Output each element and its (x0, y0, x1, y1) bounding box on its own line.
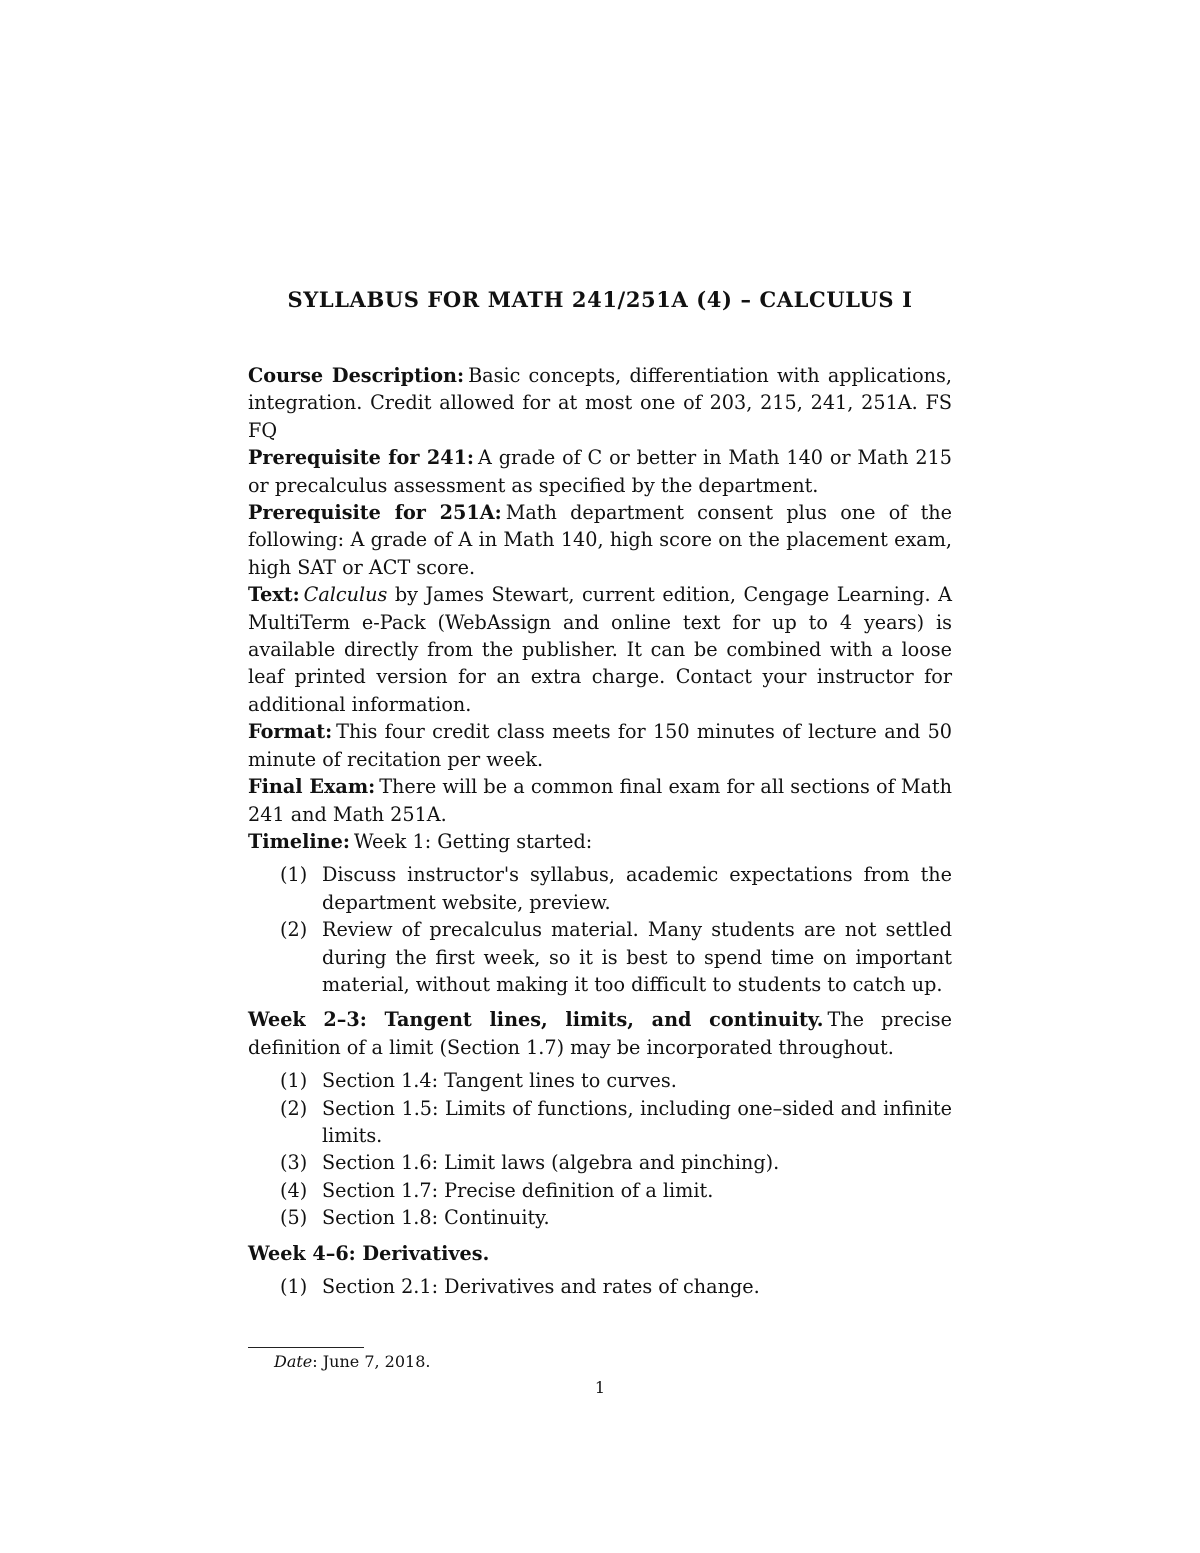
week-4-6-heading: Week 4–6: Derivatives. (248, 1241, 490, 1265)
list-item (248, 1204, 952, 1231)
list-item-number: (2) (280, 918, 308, 942)
prerequisite-251a (248, 499, 952, 581)
textbook-label: Text: (248, 583, 300, 607)
prerequisite-241 (248, 444, 952, 499)
format-text: This four credit class meets for 150 minutes of lecture and 50 minute of recitation per week. (248, 720, 952, 771)
final-exam-label: Final Exam: (248, 775, 376, 799)
list-item (248, 1149, 952, 1176)
textbook-text: by James Stewart, current edition, Cengage Learning. A MultiTerm e-Pack (WebAssign and online text for up to 4 years) is available directly from the publisher. It can be combined with a loose leaf printed version for an extra charge. Contact your instructor for additional information. (248, 583, 952, 716)
format-label: Format: (248, 720, 333, 744)
list-item-number: (5) (280, 1206, 308, 1230)
week-2-3-list (248, 1067, 952, 1231)
list-item-number: (1) (280, 863, 308, 887)
list-item (248, 916, 952, 998)
list-item-number: (4) (280, 1178, 308, 1202)
week-2-3-heading: Week 2–3: Tangent lines, limits, and continuity. (248, 1008, 824, 1032)
syllabus-body (248, 362, 952, 1300)
list-item (248, 1273, 952, 1300)
list-item-text: Section 1.4: Tangent lines to curves. (322, 1069, 677, 1093)
list-item-number: (2) (280, 1096, 308, 1120)
week-4-6-list (248, 1273, 952, 1300)
list-item-text: Review of precalculus material. Many students are not settled during the first week, so it is best to spend time on important material, without making it too difficult to students to catch up. (322, 918, 952, 996)
prerequisite-241-label: Prerequisite for 241: (248, 446, 475, 470)
course-description (248, 362, 952, 444)
footnote-rule (248, 1347, 364, 1348)
timeline-label: Timeline: (248, 829, 350, 853)
timeline-section (248, 828, 952, 855)
page-number: 1 (594, 1378, 606, 1397)
list-item (248, 1067, 952, 1094)
timeline-text: Week 1: Getting started: (353, 829, 593, 853)
week-2-3-section (248, 1006, 952, 1061)
list-item-number: (1) (280, 1069, 308, 1093)
course-description-text: Basic concepts, differentiation with applications, integration. Credit allowed for at most one of 203, 215, 241, 251A. FS FQ (248, 364, 952, 442)
list-item-number: (3) (280, 1151, 308, 1175)
textbook-title: Calculus (303, 583, 388, 607)
list-item-text: Section 1.8: Continuity. (322, 1206, 550, 1230)
list-item-text: Section 2.1: Derivatives and rates of change. (322, 1275, 760, 1298)
prerequisite-241-text: A grade of C or better in Math 140 or Math 215 or precalculus assessment as specified by the department. (248, 446, 952, 497)
list-item (248, 1095, 952, 1150)
prerequisite-251a-text: Math department consent plus one of the following: A grade of A in Math 140, high score on the placement exam, high SAT or ACT score. (248, 501, 952, 579)
timeline-week1-list (248, 861, 952, 998)
textbook-section (248, 581, 952, 718)
course-description-label: Course Description: (248, 364, 465, 387)
week-4-6-section (248, 1240, 952, 1267)
list-item (248, 861, 952, 916)
format-section (248, 718, 952, 773)
prerequisite-251a-label: Prerequisite for 251A: (248, 501, 502, 525)
list-item (248, 1177, 952, 1204)
list-item-text: Section 1.7: Precise definition of a limit. (322, 1178, 714, 1202)
final-exam-text: There will be a common final exam for all sections of Math 241 and Math 251A. (248, 775, 952, 826)
list-item-number: (1) (280, 1275, 308, 1298)
footnote (274, 1351, 430, 1373)
footnote-label: Date (274, 1352, 313, 1371)
page-title: SYLLABUS FOR MATH 241/251A (4) – CALCULUS I (287, 287, 913, 312)
list-item-text: Discuss instructor's syllabus, academic expectations from the department website, preview. (322, 863, 952, 914)
footnote-text: : June 7, 2018. (312, 1352, 431, 1371)
list-item-text: Section 1.6: Limit laws (algebra and pinching). (322, 1151, 780, 1175)
week-2-3-text: The precise definition of a limit (Section 1.7) may be incorporated throughout. (248, 1008, 952, 1059)
final-exam-section (248, 773, 952, 828)
list-item-text: Section 1.5: Limits of functions, including one–sided and infinite limits. (322, 1096, 952, 1147)
